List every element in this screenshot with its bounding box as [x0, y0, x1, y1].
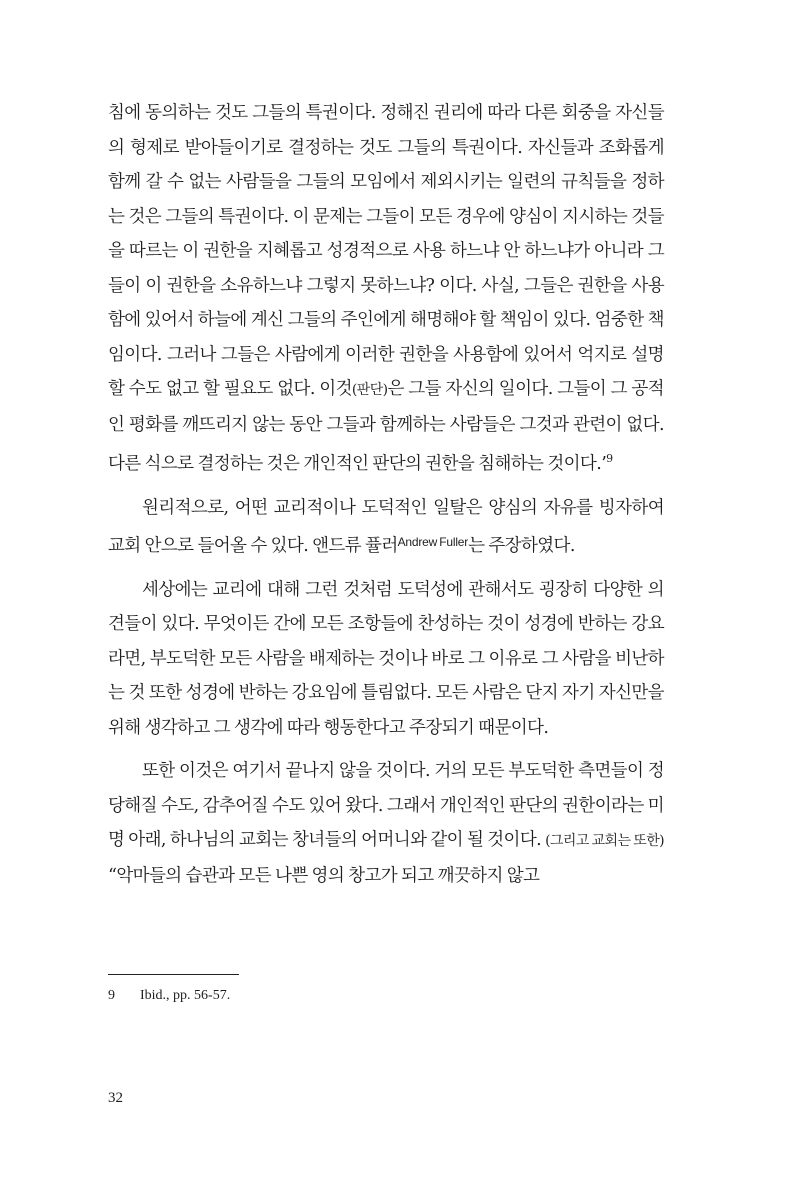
body-text	[108, 96, 664, 902]
footnote-text: Ibid., pp. 56-57.	[140, 988, 231, 1003]
text-run: 는 주장하였다.	[468, 536, 575, 556]
footnote-separator	[108, 974, 239, 975]
paragraph	[108, 491, 664, 564]
inline-gloss: (판단)	[351, 382, 388, 398]
footnote-reference: 9	[606, 452, 614, 465]
name-gloss: Andrew Fuller	[397, 535, 469, 549]
footnote-number: 9	[108, 988, 115, 1003]
text-run: 세상에는 교리에 대해 그런 것처럼 도덕성에 관해서도 굉장히 다양한 의견들이 있다. 무엇이든 간에 모든 조항들에 찬성하는 것이 성경에 반하는 강요라면, 부도덕한 모든 사람을 배제하는 것이나 바로 그 이유로 그 사람을 비난하는 것 또한 성경에 반하는 강요임에 틀림없다. 모든 사람은 단지 자기 자신만을 위해 생각하고 그 생각에 따라 행동한다고 주장되기 때문이다.	[108, 579, 664, 738]
paragraph	[108, 754, 664, 893]
paragraph	[108, 96, 664, 482]
text-run: “악마들의 습관과 모든 나쁜 영의 창고가 되고 깨끗하지 않고	[108, 865, 540, 886]
text-run: 침에 동의하는 것도 그들의 특권이다. 정해진 권리에 따라 다른 회중을 자신들의 형제로 받아들이기로 결정하는 것도 그들의 특권이다. 자신들과 조화롭게 함께 갈 수 없는 사람들을 그들의 모임에서 제외시키는 일련의 규칙들을 정하는 것은 그들의 특권이다. 이 문제는 그들이 모든 경우에 양심이 지시하는 것들을 따르는 이 권한을 지혜롭고 성경적으로 사용 하느냐 안 하느냐가 아니라 그들이 이 권한을 소유하느냐 그렇지 못하느냐? 이다. 사실, 그들은 권한을 사용함에 있어서 하늘에 계신 그들의 주인에게 해명해야 할 책임이 있다. 엄중한 책임이다. 그러나 그들은 사람에게 이러한 권한을 사용함에 있어서 억지로 설명할 수도 없고 할 필요도 없다. 이것	[108, 103, 664, 399]
text-run: 또한 이것은 여기서 끝나지 않을 것이다. 거의 모든 부도덕한 측면들이 정당해질 수도, 감추어질 수도 있어 왔다. 그래서 개인적인 판단의 권한이라는 미명 아래, 하나님의 교회는 창녀들의 어머니와 같이 될 것이다.	[108, 761, 664, 850]
page-number: 32	[108, 1090, 123, 1106]
inline-gloss: (그리고 교회는 또한)	[545, 833, 664, 849]
text-run: 은 그들 자신의 일이다. 그들이 그 공적인 평화를 깨뜨리지 않는 동안 그들과 함께하는 사람들은 그것과 관련이 없다. 다른 식으로 결정하는 것은 개인적인 판단의 권한을 침해하는 것이다.’	[108, 379, 664, 474]
paragraph	[108, 573, 664, 746]
footnote	[108, 986, 230, 1006]
text-run: 원리적으로, 어떤 교리적이나 도덕적인 일탈은 양심의 자유를 빙자하여 교회 안으로 들어올 수 있다. 앤드류 퓰러	[108, 497, 664, 556]
